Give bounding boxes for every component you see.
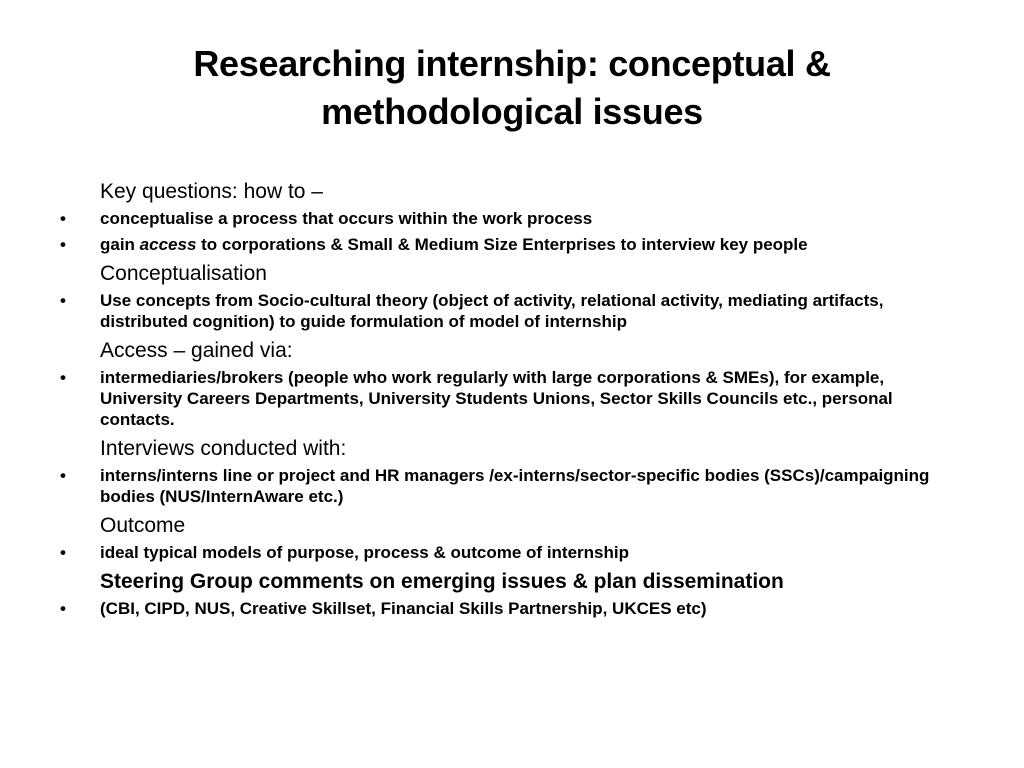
bullet-list-interviews bbox=[60, 465, 960, 507]
bullet-item bbox=[60, 367, 960, 430]
title-line-2: methodological issues bbox=[321, 91, 703, 132]
bullet-item bbox=[60, 542, 960, 563]
section-heading-steering-group: Steering Group comments on emerging issues & plan dissemination bbox=[100, 570, 784, 593]
section-heading-conceptualisation: Conceptualisation bbox=[100, 262, 267, 285]
bullet-text-before: gain bbox=[100, 235, 140, 254]
bullet-text-after: to corporations & Small & Medium Size Enterprises to interview key people bbox=[196, 235, 808, 254]
bullet-item bbox=[60, 208, 960, 229]
bullet-text: Use concepts from Socio-cultural theory (object of activity, relational activity, mediating artifacts, distributed cognition) to guide formulation of model of internship bbox=[100, 291, 884, 331]
bullet-item bbox=[60, 234, 960, 255]
bullet-list-key-questions bbox=[60, 208, 960, 255]
bullet-glyph: • bbox=[60, 543, 66, 562]
bullet-text: (CBI, CIPD, NUS, Creative Skillset, Financial Skills Partnership, UKCES etc) bbox=[100, 599, 707, 618]
bullet-item bbox=[60, 465, 960, 507]
bullet-list-access bbox=[60, 367, 960, 430]
bullet-text: conceptualise a process that occurs within the work process bbox=[100, 209, 593, 228]
section-heading-interviews: Interviews conducted with: bbox=[100, 437, 347, 460]
bullet-item bbox=[60, 290, 960, 332]
section-heading-key-questions: Key questions: how to – bbox=[100, 180, 323, 203]
bullet-list-outcome bbox=[60, 542, 960, 563]
bullet-glyph: • bbox=[60, 209, 66, 228]
title-line-1: Researching internship: conceptual & bbox=[193, 43, 831, 84]
section-heading-access: Access – gained via: bbox=[100, 339, 293, 362]
bullet-text: interns/interns line or project and HR managers /ex-interns/sector-specific bodies (SSCs)/campaigning bodies (NUS/InternAware etc.) bbox=[100, 466, 930, 506]
bullet-list-conceptualisation bbox=[60, 290, 960, 332]
bullet-text: intermediaries/brokers (people who work regularly with large corporations & SMEs), for example, University Careers Departments, University Students Unions, Sector Skills Councils etc., personal contacts. bbox=[100, 368, 893, 429]
bullet-text: ideal typical models of purpose, process & outcome of internship bbox=[100, 543, 629, 562]
bullet-text-emphasis: access bbox=[139, 235, 197, 254]
section-heading-outcome: Outcome bbox=[100, 514, 186, 537]
bullet-glyph: • bbox=[60, 599, 66, 618]
bullet-glyph: • bbox=[60, 235, 66, 254]
bullet-glyph: • bbox=[60, 466, 66, 485]
bullet-glyph: • bbox=[60, 368, 66, 387]
slide-title bbox=[80, 40, 944, 136]
bullet-item bbox=[60, 598, 960, 619]
slide-content bbox=[60, 178, 960, 624]
bullet-list-steering-group bbox=[60, 598, 960, 619]
bullet-glyph: • bbox=[60, 291, 66, 310]
